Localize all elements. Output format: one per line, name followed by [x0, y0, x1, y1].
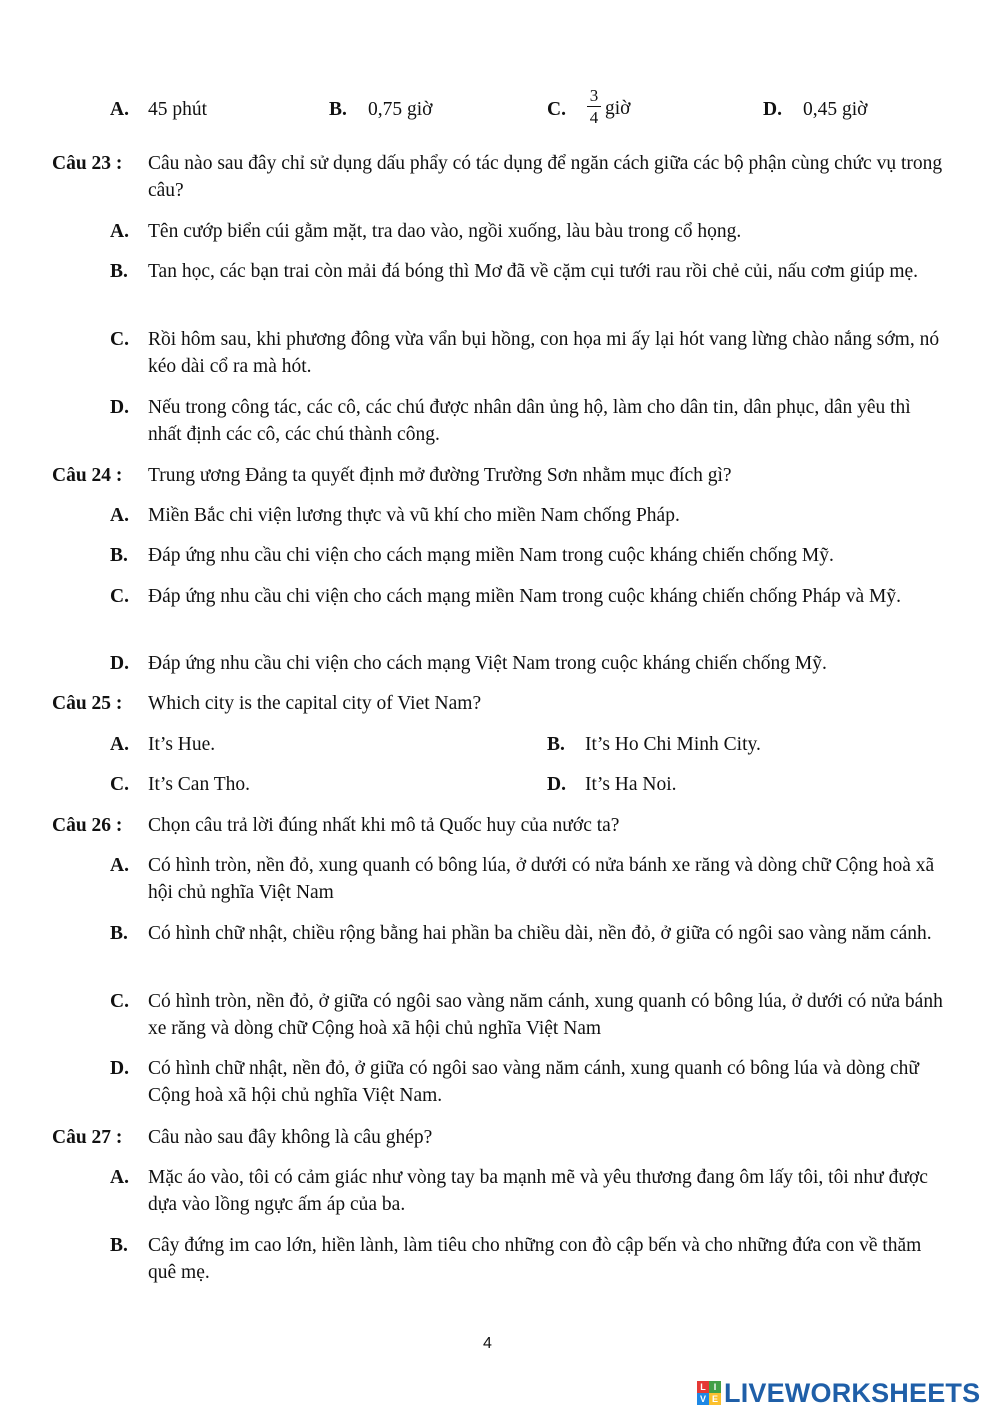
fraction-numerator: 3	[589, 86, 599, 105]
question-text: Chọn câu trả lời đúng nhất khi mô tả Quốc huy của nước ta?	[148, 815, 620, 836]
option-label: B.	[110, 1235, 128, 1256]
option-text: It’s Ha Noi.	[585, 774, 677, 795]
option-label: A.	[110, 1167, 129, 1188]
option-label: B.	[547, 734, 565, 755]
question-text: Trung ương Đảng ta quyết định mở đường Trường Sơn nhằm mục đích gì?	[148, 465, 732, 486]
option-label: D.	[110, 1058, 129, 1079]
option-text: Có hình tròn, nền đỏ, xung quanh có bông lúa, ở dưới có nửa bánh xe răng và dòng chữ Cộng hoà xã hội chủ nghĩa Việt Nam	[148, 855, 935, 903]
brand-name: LIVEWORKSHEETS	[724, 1377, 981, 1408]
option-label: A.	[110, 221, 129, 242]
option-text: Có hình chữ nhật, chiều rộng bằng hai phần ba chiều dài, nền đỏ, ở giữa có ngôi sao vàng năm cánh.	[148, 923, 932, 944]
option-text: 0,45 giờ	[803, 99, 868, 120]
option-label: B.	[110, 545, 128, 566]
option-label: C.	[110, 991, 129, 1012]
option-text: Đáp ứng nhu cầu chi viện cho cách mạng miền Nam trong cuộc kháng chiến chống Mỹ.	[148, 545, 834, 566]
fraction-bar	[587, 106, 601, 107]
option-text: giờ	[605, 98, 631, 119]
option-text: Tan học, các bạn trai còn mải đá bóng thì Mơ đã về cặm cụi tưới rau rồi chẻ củi, nấu cơm giúp mẹ.	[148, 261, 919, 282]
fraction	[587, 86, 601, 127]
question-label: Câu 24 :	[52, 465, 123, 486]
question-text: Which city is the capital city of Viet Nam?	[148, 693, 482, 714]
option-label: C.	[110, 586, 129, 607]
fraction-denominator: 4	[589, 108, 599, 127]
option-label: B.	[110, 261, 128, 282]
option-text: Nếu trong công tác, các cô, các chú được nhân dân ủng hộ, làm cho dân tin, dân phục, dân yêu thì nhất định các cô, các chú thành công.	[148, 397, 911, 445]
option-text: Đáp ứng nhu cầu chi viện cho cách mạng Việt Nam trong cuộc kháng chiến chống Mỹ.	[148, 653, 827, 674]
option-label: A.	[110, 734, 129, 755]
option-text: It’s Hue.	[148, 734, 216, 755]
option-text: Đáp ứng nhu cầu chi viện cho cách mạng miền Nam trong cuộc kháng chiến chống Pháp và Mỹ.	[148, 586, 901, 607]
option-label: A.	[110, 505, 129, 526]
option-label: D.	[110, 653, 129, 674]
question-label: Câu 23 :	[52, 153, 123, 174]
option-text: Miền Bắc chi viện lương thực và vũ khí cho miền Nam chống Pháp.	[148, 505, 680, 526]
option-label: A.	[110, 99, 129, 120]
question-label: Câu 27 :	[52, 1127, 123, 1148]
option-label: C.	[110, 774, 129, 795]
option-text: 45 phút	[148, 99, 208, 120]
option-text: It’s Ho Chi Minh City.	[585, 734, 761, 755]
option-text: Mặc áo vào, tôi có cảm giác như vòng tay ba mạnh mẽ và yêu thương đang ôm lấy tôi, tôi như được dựa vào lồng ngực ấm áp của ba.	[148, 1167, 928, 1215]
logo-mark-letter: I	[709, 1381, 721, 1393]
option-text: Có hình tròn, nền đỏ, ở giữa có ngôi sao vàng năm cánh, xung quanh có bông lúa, ở dưới có nửa bánh xe răng và dòng chữ Cộng hoà xã hội chủ nghĩa Việt Nam	[148, 991, 943, 1039]
option-text: Tên cướp biển cúi gằm mặt, tra dao vào, ngồi xuống, làu bàu trong cổ họng.	[148, 221, 742, 242]
option-label: C.	[547, 99, 566, 120]
liveworksheets-logo	[697, 1378, 980, 1408]
question-label: Câu 26 :	[52, 815, 123, 836]
logo-mark-icon	[697, 1381, 721, 1405]
option-label: A.	[110, 855, 129, 876]
option-text: Có hình chữ nhật, nền đỏ, ở giữa có ngôi sao vàng năm cánh, xung quanh có bông lúa và dòng chữ Cộng hoà xã hội chủ nghĩa Việt Nam.	[148, 1058, 919, 1106]
question-text: Câu nào sau đây không là câu ghép?	[148, 1127, 433, 1148]
logo-mark-letter: E	[709, 1393, 721, 1405]
option-text: 0,75 giờ	[368, 99, 433, 120]
option-text: Rồi hôm sau, khi phương đông vừa vẩn bụi hồng, con họa mi ấy lại hót vang lừng chào nắng sớm, nó kéo dài cổ ra mà hót.	[148, 329, 940, 377]
option-label: C.	[110, 329, 129, 350]
option-label: B.	[329, 99, 347, 120]
question-text: Câu nào sau đây chỉ sử dụng dấu phẩy có tác dụng để ngăn cách giữa các bộ phận cùng chức vụ trong câu?	[148, 153, 943, 201]
page-number: 4	[483, 1335, 492, 1352]
logo-mark-letter: L	[697, 1381, 709, 1393]
option-label: D.	[547, 774, 566, 795]
logo-mark-letter: V	[697, 1393, 709, 1405]
question-label: Câu 25 :	[52, 693, 123, 714]
option-label: D.	[110, 397, 129, 418]
option-text: Cây đứng im cao lớn, hiền lành, làm tiêu cho những con đò cập bến và cho những đứa con về thăm quê mẹ.	[148, 1235, 922, 1283]
option-label: B.	[110, 923, 128, 944]
option-text: It’s Can Tho.	[148, 774, 251, 795]
option-label: D.	[763, 99, 782, 120]
